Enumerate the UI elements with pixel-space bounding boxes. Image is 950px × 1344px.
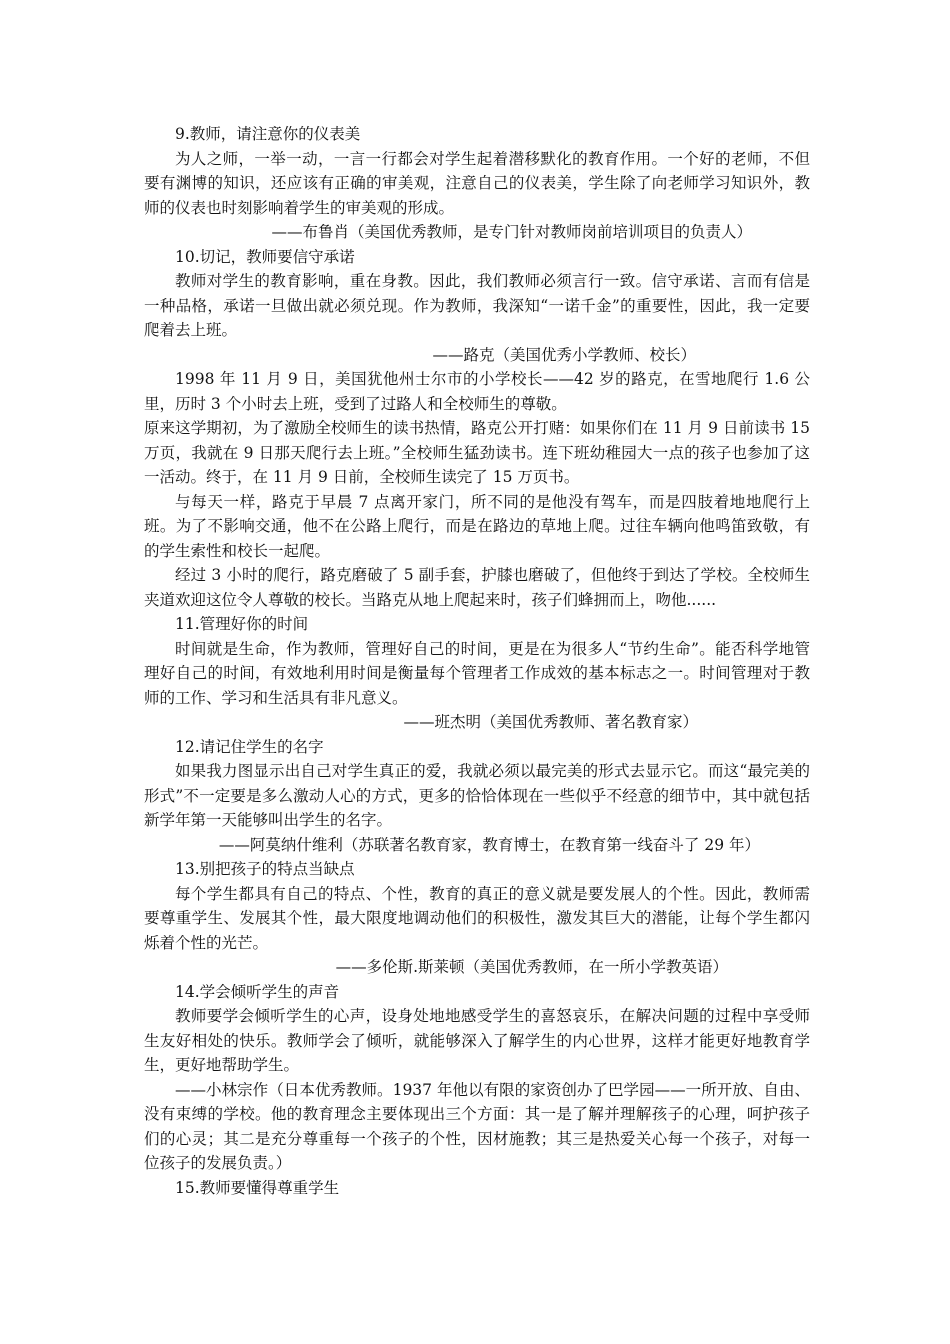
section-9-body: 为人之师，一举一动，一言一行都会对学生起着潜移默化的教育作用。一个好的老师，不但要有渊博的知识，还应该有正确的审美观，注意自己的仪表美，学生除了向老师学习知识外，教师的仪表也时刻影响着学生的审美观的形成。	[144, 149, 810, 217]
section-9-heading: 9.教师，请注意你的仪表美	[175, 125, 361, 143]
section-12-attribution: ——阿莫纳什维利（苏联著名教育家，教育博士，在教育第一线奋斗了 29 年）	[218, 835, 760, 854]
section-13-heading: 13.别把孩子的特点当缺点	[175, 860, 355, 878]
section-14-heading: 14.学会倾听学生的声音	[175, 982, 340, 1001]
section-10-story-1: 1998 年 11 月 9 日，美国犹他州士尔市的小学校长——42 岁的路克，在雪地爬行 1.6 公里，历时 3 个小时去上班，受到了过路人和全校师生的尊敬。	[144, 370, 810, 413]
document-page	[144, 122, 810, 1200]
section-11-body: 时间就是生命，作为教师，管理好自己的时间，更是在为很多人“节约生命”。能否科学地管理好自己的时间，有效地利用时间是衡量每个管理者工作成效的基本标志之一。时间管理对于教师的工作、学习和生活具有非凡意义。	[144, 639, 810, 707]
section-14-body: 教师要学会倾听学生的心声，设身处地地感受学生的喜怒哀乐，在解决问题的过程中享受师生友好相处的快乐。教师学会了倾听，就能够深入了解学生的内心世界，这样才能更好地教育学生，更好地帮助学生。	[144, 1007, 810, 1074]
section-13-attribution: ——多伦斯.斯莱顿（美国优秀教师，在一所小学教英语）	[335, 958, 728, 976]
section-11-heading: 11.管理好你的时间	[175, 615, 309, 633]
section-10-story-4: 经过 3 小时的爬行，路克磨破了 5 副手套，护膝也磨破了，但他终于到达了学校。全校师生夹道欢迎这位令人尊敬的校长。当路克从地上爬起来时，孩子们蜂拥而上，吻他......	[144, 566, 810, 609]
section-10-attribution: ——路克（美国优秀小学教师、校长）	[432, 345, 696, 364]
section-11-attribution: ——班杰明（美国优秀教师、著名教育家）	[403, 713, 698, 731]
section-12-body: 如果我力图显示出自己对学生真正的爱，我就必须以最完美的形式去显示它。而这“最完美的形式”不一定要是多么激动人心的方式，更多的恰恰体现在一些似乎不经意的细节中，其中就包括新学年第一天能够叫出学生的名字。	[144, 762, 810, 829]
section-13-body: 每个学生都具有自己的特点、个性，教育的真正的意义就是要发展人的个性。因此，教师需要尊重学生、发展其个性，最大限度地调动他们的积极性，激发其巨大的潜能，让每个学生都闪烁着个性的光芒。	[144, 884, 810, 952]
section-10-body: 教师对学生的教育影响，重在身教。因此，我们教师必须言行一致。信守承诺、言而有信是一种品格，承诺一旦做出就必须兑现。作为教师，我深知“一诺千金”的重要性，因此，我一定要爬着去上班。	[144, 272, 810, 339]
section-14-attribution: ——小林宗作（日本优秀教师。1937 年他以有限的家资创办了巴学园——一所开放、自由、没有束缚的学校。他的教育理念主要体现出三个方面：其一是了解并理解孩子的心理，呵护孩子们的心灵；其二是充分尊重每一个孩子的个性，因材施教；其三是热爱关心每一个孩子，对每一位孩子的发展负责。）	[144, 1080, 810, 1172]
section-9-attribution: ——布鲁肖（美国优秀教师，是专门针对教师岗前培训项目的负责人）	[271, 223, 752, 241]
section-15-heading: 15.教师要懂得尊重学生	[175, 1178, 340, 1197]
section-12-heading: 12.请记住学生的名字	[175, 737, 324, 756]
section-10-heading: 10.切记，教师要信守承诺	[175, 247, 355, 266]
section-10-story-3: 与每天一样，路克于早晨 7 点离开家门，所不同的是他没有驾车，而是四肢着地地爬行上班。为了不影响交通，他不在公路上爬行，而是在路边的草地上爬。过往车辆向他鸣笛致敬，有的学生索性和校长一起爬。	[144, 492, 810, 560]
section-10-story-2: 原来这学期初，为了激励全校师生的读书热情，路克公开打赌：如果你们在 11 月 9 日前读书 15 万页，我就在 9 日那天爬行去上班。”全校师生猛劲读书。连下班幼稚园大一点的孩子也参加了这一活动。终于，在 11 月 9 日前，全校师生读完了 15 万页书。	[144, 419, 810, 486]
